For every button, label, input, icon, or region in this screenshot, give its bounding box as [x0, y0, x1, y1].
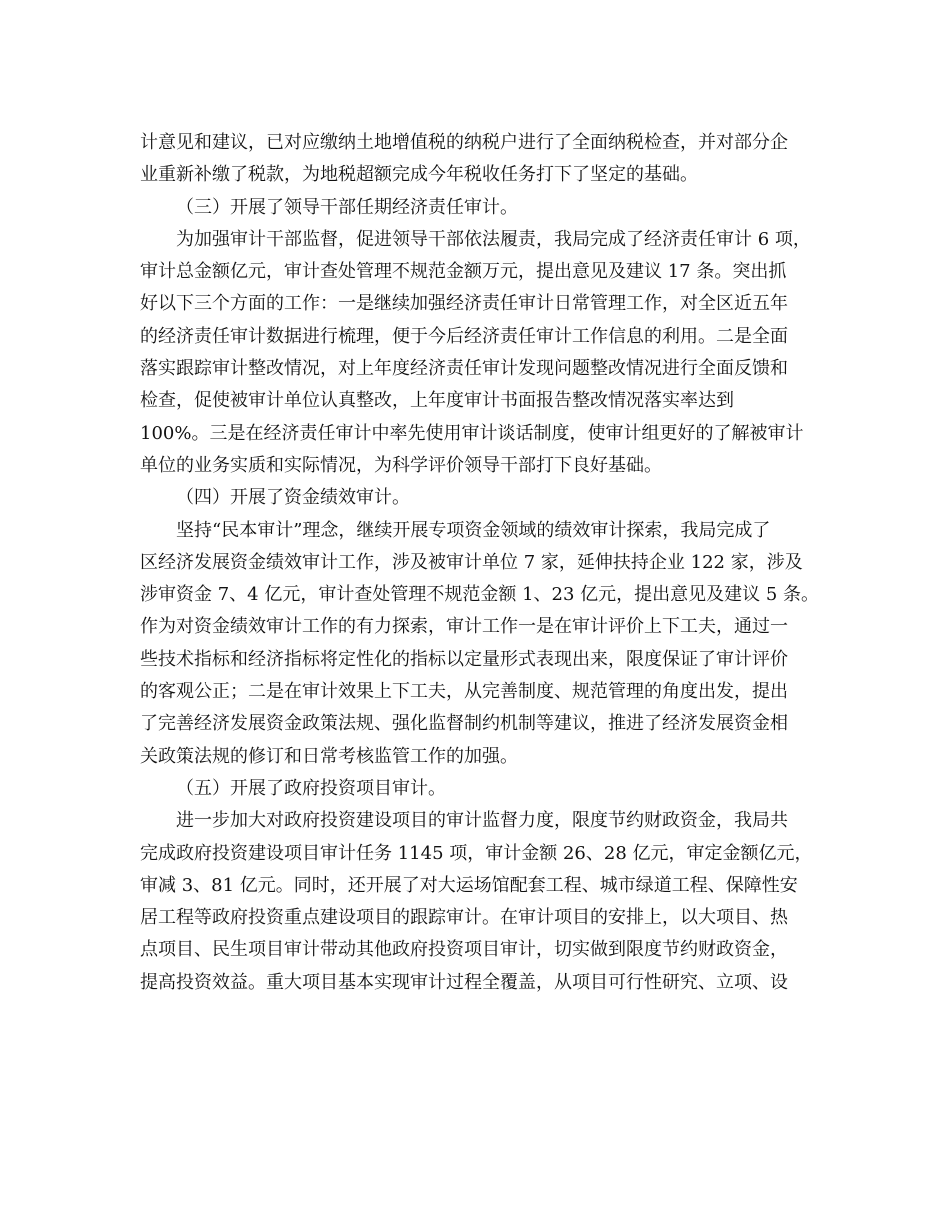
paragraph-start-line: 为加强审计干部监督，促进领导干部依法履责，我局完成了经济责任审计 6 项， — [176, 228, 811, 250]
text-line: 业重新补缴了税款，为地税超额完成今年税收任务打下了坚定的基础。 — [140, 164, 698, 186]
text-line: 审计总金额亿元，审计查处管理不规范金额万元，提出意见及建议 17 条。突出抓 — [140, 261, 787, 283]
text-line: 作为对资金绩效审计工作的有力探索，审计工作一是在审计评价上下工夫，通过一 — [140, 616, 788, 638]
text-line: 100%。三是在经济责任审计中率先使用审计谈话制度，使审计组更好的了解被审计 — [140, 422, 804, 444]
text-line: 关政策法规的修订和日常考核监管工作的加强。 — [140, 745, 518, 767]
text-line: 点项目、民生项目审计带动其他政府投资项目审计，切实做到限度节约财政资金， — [140, 939, 788, 961]
paragraph-start-line: 进一步加大对政府投资建设项目的审计监督力度，限度节约财政资金，我局共 — [176, 810, 788, 832]
text-line: 涉审资金 7、4 亿元，审计查处管理不规范金额 1、23 亿元，提出意见及建议 5 条。 — [140, 584, 820, 606]
text-line: 些技术指标和经济指标将定性化的指标以定量形式表现出来，限度保证了审计评价 — [140, 648, 788, 670]
text-line: 完成政府投资建设项目审计任务 1145 项，审计金额 26、28 亿元，审定金额亿元， — [140, 842, 813, 864]
text-line: 检查，促使被审计单位认真整改，上年度审计书面报告整改情况落实率达到 — [140, 390, 734, 412]
text-line: 计意见和建议，已对应缴纳土地增值税的纳税户进行了全面纳税检查，并对部分企 — [140, 132, 788, 153]
paragraph-start-line: （三）开展了领导干部任期经济责任审计。 — [176, 196, 518, 218]
text-line: 提高投资效益。重大项目基本实现审计过程全覆盖，从项目可行性研究、立项、设 — [140, 971, 788, 993]
text-line: 落实跟踪审计整改情况，对上年度经济责任审计发现问题整改情况进行全面反馈和 — [140, 358, 788, 380]
paragraph-start-line: （四）开展了资金绩效审计。 — [176, 487, 410, 509]
paragraph-start-line: （五）开展了政府投资项目审计。 — [176, 777, 446, 799]
text-line: 审减 3、81 亿元。同时，还开展了对大运场馆配套工程、城市绿道工程、保障性安 — [140, 874, 798, 896]
text-line: 单位的业务实质和实际情况，为科学评价领导干部打下良好基础。 — [140, 454, 662, 476]
text-line: 区经济发展资金绩效审计工作，涉及被审计单位 7 家，延伸扶持企业 122 家，涉及 — [140, 551, 803, 573]
paragraph-start-line: 坚持“民本审计”理念，继续开展专项资金领域的绩效审计探索，我局完成了 — [176, 519, 771, 541]
document-body — [140, 127, 820, 999]
text-line: 居工程等政府投资重点建设项目的跟踪审计。在审计项目的安排上，以大项目、热 — [140, 907, 788, 929]
text-line: 了完善经济发展资金政策法规、强化监督制约机制等建议，推进了经济发展资金相 — [140, 713, 788, 735]
text-line: 的经济责任审计数据进行梳理，便于今后经济责任审计工作信息的利用。二是全面 — [140, 325, 788, 347]
text-line: 好以下三个方面的工作：一是继续加强经济责任审计日常管理工作，对全区近五年 — [140, 293, 788, 315]
text-line: 的客观公正；二是在审计效果上下工夫，从完善制度、规范管理的角度出发，提出 — [140, 681, 788, 703]
